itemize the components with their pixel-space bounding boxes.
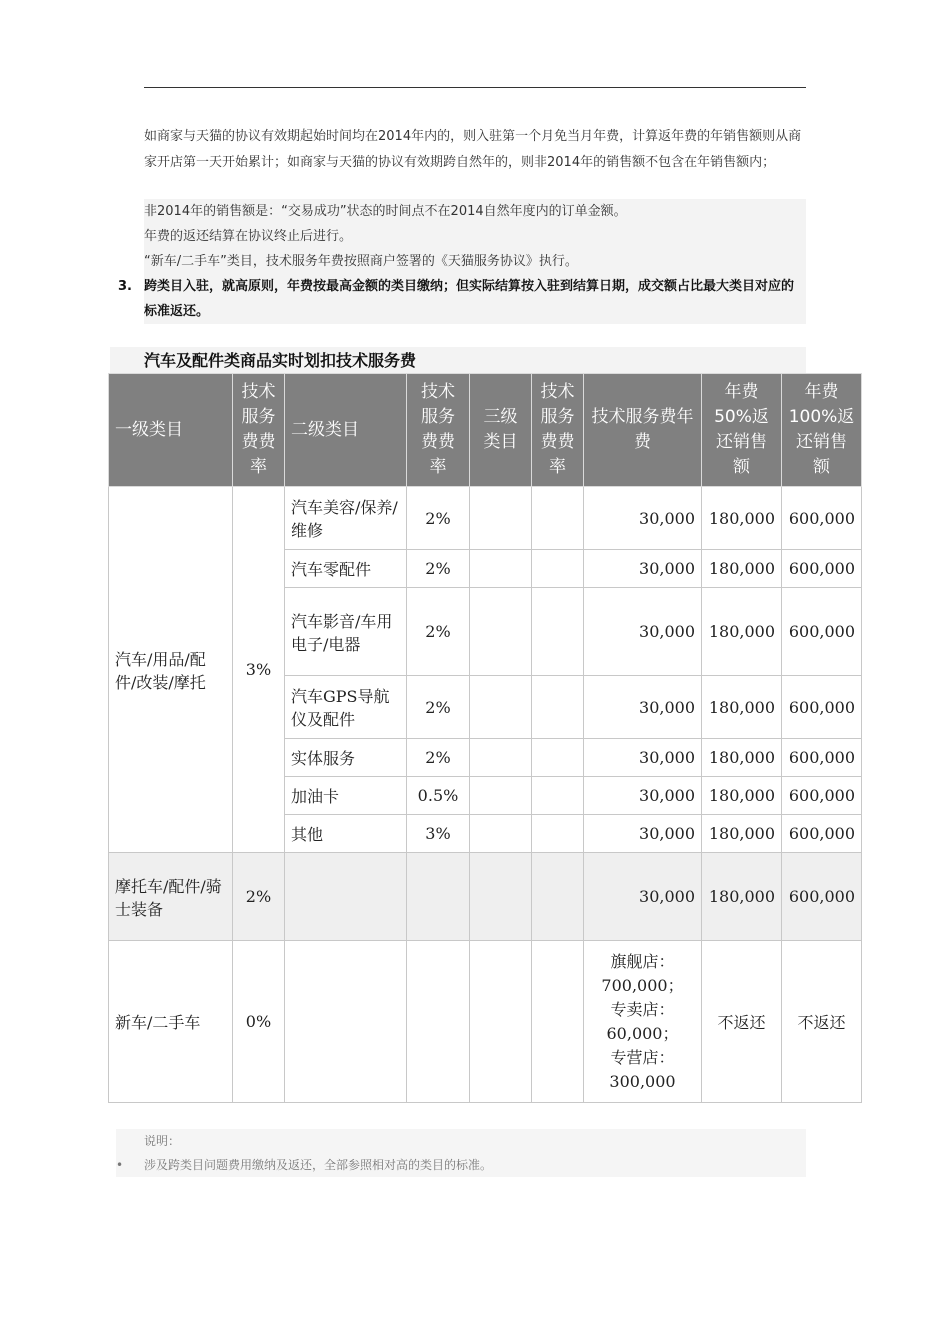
sub-rate: 2% — [407, 739, 470, 777]
annual-fee: 30,000 — [584, 815, 702, 853]
table-title: 汽车及配件类商品实时划扣技术服务费 — [110, 347, 806, 373]
refund-100: 600,000 — [782, 853, 862, 941]
table-row — [109, 487, 862, 550]
refund-100: 600,000 — [782, 588, 862, 676]
refund-100: 不返还 — [782, 941, 862, 1103]
sub-category: 汽车零配件 — [285, 550, 407, 588]
annual-fee: 30,000 — [584, 550, 702, 588]
refund-100: 600,000 — [782, 777, 862, 815]
level3-rate — [532, 676, 584, 739]
sub-rate: 2% — [407, 588, 470, 676]
sub-rate: 3% — [407, 815, 470, 853]
level3-category — [470, 777, 532, 815]
level3-category — [470, 588, 532, 676]
header-refund-50: 年费50%返还销售额 — [702, 374, 782, 487]
note-label: 说明： — [144, 1134, 181, 1148]
sub-category — [285, 853, 407, 941]
header-level2-category: 二级类目 — [285, 374, 407, 487]
store-type-specialty-fee: 60,000； — [606, 1023, 679, 1043]
level3-category — [470, 739, 532, 777]
sub-category: 实体服务 — [285, 739, 407, 777]
group3-name: 新车/二手车 — [109, 941, 233, 1103]
refund-100: 600,000 — [782, 815, 862, 853]
refund-50: 180,000 — [702, 550, 782, 588]
store-type-flagship-fee: 700,000； — [601, 975, 684, 995]
annual-fee: 30,000 — [584, 487, 702, 550]
annual-fee: 30,000 — [584, 588, 702, 676]
sub-category: 加油卡 — [285, 777, 407, 815]
store-type-flagship-label: 旗舰店： — [610, 951, 675, 971]
header-rule — [144, 87, 806, 88]
paragraph-first-year: 如商家与天猫的协议有效期起始时间均在2014年内的，则入驻第一个月免当月年费，计算返年费的年销售额则从商家开店第一天开始累计；如商家与天猫的协议有效期跨自然年的，则非2014年的销售额不包含在年销售额内； — [144, 124, 806, 176]
group2-name: 摩托车/配件/骑士装备 — [109, 853, 233, 941]
refund-100: 600,000 — [782, 676, 862, 739]
sub-category: 汽车GPS导航仪及配件 — [285, 676, 407, 739]
paragraph-settlement: 年费的返还结算在协议终止后进行。 — [144, 224, 806, 250]
store-type-franchise-fee: 300,000 — [609, 1071, 676, 1091]
paragraph-non-2014-sales: 非2014年的销售额是：“交易成功”状态的时间点不在2014自然年度内的订单金额。 — [144, 199, 806, 225]
annual-fee: 30,000 — [584, 777, 702, 815]
group1-rate: 3% — [233, 487, 285, 853]
header-refund-100: 年费100%返还销售额 — [782, 374, 862, 487]
header-level3-rate: 技术服务费费率 — [532, 374, 584, 487]
header-level2-rate: 技术服务费费率 — [407, 374, 470, 487]
refund-50: 不返还 — [702, 941, 782, 1103]
refund-50: 180,000 — [702, 739, 782, 777]
table-row — [109, 941, 862, 1103]
fee-table — [108, 373, 862, 1103]
note-bullet — [116, 1153, 806, 1177]
note-section — [116, 1129, 806, 1177]
store-type-specialty-label: 专卖店： — [610, 999, 675, 1019]
table-row — [109, 853, 862, 941]
table-header-row — [109, 374, 862, 487]
level3-category — [470, 550, 532, 588]
refund-100: 600,000 — [782, 550, 862, 588]
sub-rate: 2% — [407, 487, 470, 550]
annual-fee: 30,000 — [584, 676, 702, 739]
level3-rate — [532, 739, 584, 777]
refund-100: 600,000 — [782, 739, 862, 777]
refund-50: 180,000 — [702, 815, 782, 853]
level3-rate — [532, 777, 584, 815]
sub-rate: 2% — [407, 676, 470, 739]
group3-rate: 0% — [233, 941, 285, 1103]
bullet-dot-icon: • — [116, 1158, 124, 1172]
refund-50: 180,000 — [702, 588, 782, 676]
sub-category: 汽车影音/车用电子/电器 — [285, 588, 407, 676]
level3-category — [470, 941, 532, 1103]
header-level1-rate: 技术服务费费率 — [233, 374, 285, 487]
refund-50: 180,000 — [702, 777, 782, 815]
header-level3-category: 三级类目 — [470, 374, 532, 487]
annual-fee: 30,000 — [584, 739, 702, 777]
level3-rate — [532, 550, 584, 588]
level3-rate — [532, 487, 584, 550]
store-type-franchise-label: 专营店： — [610, 1047, 675, 1067]
refund-50: 180,000 — [702, 853, 782, 941]
level3-category — [470, 487, 532, 550]
refund-100: 600,000 — [782, 487, 862, 550]
refund-50: 180,000 — [702, 676, 782, 739]
sub-rate — [407, 853, 470, 941]
sub-rate: 0.5% — [407, 777, 470, 815]
level3-rate — [532, 941, 584, 1103]
group1-name: 汽车/用品/配件/改装/摩托 — [109, 487, 233, 853]
list-item-3 — [118, 274, 806, 324]
refund-50: 180,000 — [702, 487, 782, 550]
annual-fee: 30,000 — [584, 853, 702, 941]
sub-category: 汽车美容/保养/维修 — [285, 487, 407, 550]
header-annual-fee: 技术服务费年费 — [584, 374, 702, 487]
level3-rate — [532, 853, 584, 941]
list-item-number: 3. — [118, 279, 132, 294]
sub-rate — [407, 941, 470, 1103]
list-item-text: 跨类目入驻，就高原则，年费按最高金额的类目缴纳；但实际结算按入驻到结算日期，成交额占比最大类目对应的标准返还。 — [144, 274, 806, 324]
annual-fee-store-types — [584, 941, 702, 1103]
note-bullet-text: 涉及跨类目问题费用缴纳及返还，全部参照相对高的类目的标准。 — [144, 1158, 493, 1172]
level3-category — [470, 676, 532, 739]
level3-category — [470, 853, 532, 941]
level3-rate — [532, 815, 584, 853]
sub-category: 其他 — [285, 815, 407, 853]
sub-rate: 2% — [407, 550, 470, 588]
sub-category — [285, 941, 407, 1103]
level3-category — [470, 815, 532, 853]
group2-rate: 2% — [233, 853, 285, 941]
header-level1-category: 一级类目 — [109, 374, 233, 487]
level3-rate — [532, 588, 584, 676]
paragraph-new-used-car: “新车/二手车”类目，技术服务年费按照商户签署的《天猫服务协议》执行。 — [144, 249, 806, 275]
